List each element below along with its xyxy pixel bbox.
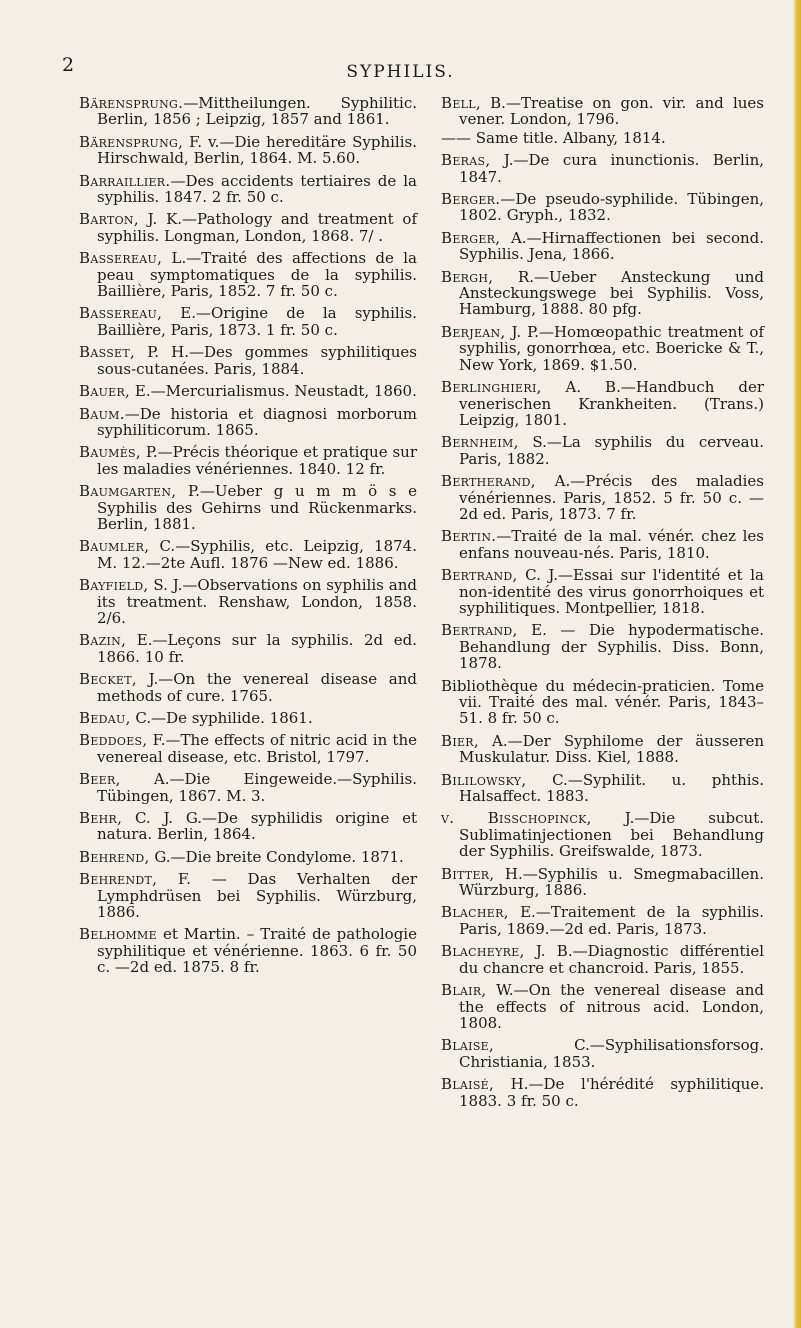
entry-author: Bassereau,	[79, 304, 163, 323]
bibliography-entry	[441, 95, 764, 128]
entry-text: A.—Die Eingeweide.—Syphilis. Tübingen, 1867. M. 3.	[97, 770, 417, 805]
bibliography-entry	[441, 1037, 764, 1070]
entry-author: Beer,	[79, 770, 121, 789]
running-header: SYPHILIS.	[346, 62, 455, 82]
entry-author: Blaise,	[441, 1036, 495, 1055]
entry-author: Berlinghieri,	[441, 378, 542, 397]
entry-text: F. — Das Verhalten der Lymphdrüsen bei Syphilis. Würzburg, 1886.	[97, 870, 417, 922]
entry-text: S.—La syphilis du cerveau. Paris, 1882.	[459, 433, 764, 468]
bibliography-entry	[441, 528, 764, 561]
entry-text: C.—Syphilisationsforsog. Christiania, 1853.	[459, 1036, 764, 1071]
entry-author: Bitter,	[441, 864, 495, 883]
entry-text: —Mittheilungen. Syphilitic. Berlin, 1856 ; Leipzig, 1857 and 1861.	[97, 94, 417, 129]
bibliography-entry	[79, 383, 417, 399]
bibliography-entry	[441, 434, 764, 467]
entry-author: Bassereau,	[79, 249, 163, 268]
entry-author: Bergh,	[441, 267, 494, 286]
entry-text: J. P.—Homœopathic treatment of syphilis, gonorrhœa, etc. Boericke & T., New York, 1869. $1.50.	[459, 322, 764, 374]
entry-author: Bernheim,	[441, 433, 519, 452]
bibliography-entry	[441, 772, 764, 805]
entry-author: Beddoes,	[79, 731, 148, 750]
entry-text: —— Same title. Albany, 1814.	[441, 128, 666, 147]
entry-author: Bell,	[441, 94, 481, 112]
entry-text: R.—Ueber Ansteckung und Ansteckungswege bei Syphilis. Voss, Hamburg, 1888. 80 pfg.	[459, 267, 764, 319]
bibliography-entry	[79, 732, 417, 765]
entry-author: Bauer,	[79, 382, 131, 401]
entry-text: P.—Précis théorique et pratique sur les maladies vénériennes. 1840. 12 fr.	[97, 443, 417, 478]
bibliography-entry	[79, 849, 417, 865]
entry-author: Bililowsky,	[441, 770, 527, 789]
bibliography-entry	[441, 1076, 764, 1109]
entry-author: Behrend,	[79, 847, 150, 866]
entry-author: Bayfield,	[79, 576, 149, 595]
entry-text: F.—The effects of nitric acid in the venereal disease, etc. Bristol, 1797.	[97, 731, 417, 766]
bibliography-entry	[79, 250, 417, 299]
right-column	[441, 95, 764, 1115]
entry-author: Becket,	[79, 670, 137, 689]
bibliography-entry	[79, 211, 417, 244]
entry-author: Berger.	[441, 190, 501, 209]
entry-author: Blair,	[441, 981, 487, 1000]
page-number: 2	[62, 54, 75, 76]
entry-author: Belhomme	[79, 925, 157, 944]
entry-text: C.—Syphilis, etc. Leipzig, 1874. M. 12.—2te Aufl. 1876 —New ed. 1886.	[97, 537, 417, 572]
entry-text: C.—Syphilit. u. phthis. Halsaffect. 1883.	[459, 770, 764, 806]
bibliography-entry	[79, 444, 417, 477]
entry-text: A.—Der Syphilome der äusseren Muskulatur. Diss. Kiel, 1888.	[459, 731, 764, 767]
entry-author: Bazin,	[79, 631, 127, 650]
bibliography-entry	[441, 982, 764, 1031]
bibliography-entry	[441, 733, 764, 766]
bibliography-entry	[79, 810, 417, 843]
bibliography-entry	[79, 871, 417, 920]
entry-author: Baumler,	[79, 537, 150, 556]
entry-author: Baumgarten,	[79, 482, 177, 501]
entry-text: J.—On the venereal disease and methods of cure. 1765.	[97, 670, 417, 705]
entry-author: Beras,	[441, 151, 491, 170]
page-edge-tab	[793, 0, 801, 1328]
bibliography-entry	[441, 191, 764, 224]
entry-text: —Des accidents tertiaires de la syphilis. 1847. 2 fr. 50 c.	[97, 171, 417, 207]
entry-text: H.—Syphilis u. Smegmabacillen. Würzburg, 1886.	[459, 864, 764, 900]
bibliography-entry	[441, 230, 764, 263]
bibliography-entry	[79, 406, 417, 439]
bibliography-entry	[441, 324, 764, 373]
entry-author: Berger,	[441, 228, 501, 247]
entry-author: Bertrand,	[441, 566, 518, 585]
bibliography-entry	[441, 130, 764, 146]
bibliography-entry	[441, 622, 764, 671]
entry-text: E.—Leçons sur la syphilis. 2d ed. 1866. 10 fr.	[97, 631, 417, 666]
entry-text: B.—Treatise on gon. vir. and lues vener. London, 1796.	[459, 94, 764, 129]
bibliography-entry	[79, 671, 417, 704]
entry-text: J.—Die subcut. Sublimatinjectionen bei Behandlung der Syphilis. Greifswalde, 1873.	[459, 809, 765, 861]
entry-text: A.—Hirnaffectionen bei second. Syphilis. Jena, 1866.	[459, 228, 764, 264]
entry-author: Blaisé,	[441, 1075, 495, 1094]
entry-text: E. — Die hypodermatische. Behandlung der Syphilis. Diss. Bonn, 1878.	[459, 621, 764, 673]
bibliography-entry	[441, 943, 764, 976]
bibliography-entry	[79, 538, 417, 571]
bibliography-entry	[79, 577, 417, 626]
entry-author: Behrendt,	[79, 870, 158, 889]
entry-text: C. J. G.—De syphilidis origine et natura. Berlin, 1864.	[97, 809, 417, 844]
bibliography-entry	[79, 926, 417, 975]
bibliography-entry	[441, 379, 764, 428]
left-column	[79, 95, 417, 982]
entry-text: —De pseudo-syphilide. Tübingen, 1802. Gryph., 1832.	[459, 190, 764, 225]
entry-author: Blacheyre,	[441, 942, 525, 961]
entry-author: Bier,	[441, 731, 479, 750]
entry-author: Bärensprung.	[79, 94, 184, 112]
entry-author: Bertherand,	[441, 472, 536, 491]
bibliography-entry	[79, 305, 417, 338]
entry-text: A.—Précis des maladies vénériennes. Paris, 1852. 5 fr. 50 c. —2d ed. Paris, 1873. 7 fr.	[459, 472, 764, 523]
bibliography-entry	[79, 710, 417, 726]
entry-text: J.—De cura inunctionis. Berlin, 1847.	[459, 151, 764, 186]
entry-text: J. B.—Diagnostic différentiel du chancre et chancroid. Paris, 1855.	[459, 942, 764, 977]
entry-text: A. B.—Handbuch der venerischen Krankheiten. (Trans.) Leipzig, 1801.	[459, 378, 764, 429]
entry-text: P.—Ueber g u m m ö s e Syphilis des Gehirns und Rückenmarks. Berlin, 1881.	[97, 482, 417, 533]
bibliography-entry	[441, 152, 764, 185]
bibliography-entry	[79, 483, 417, 532]
entry-author: v. Bisschopinck,	[441, 809, 592, 828]
bibliography-entry	[79, 344, 417, 377]
entry-text: F. v.—Die hereditäre Syphilis. Hirschwald, Berlin, 1864. M. 5.60.	[97, 132, 417, 168]
bibliography-entry	[441, 866, 764, 899]
entry-text: E.—Origine de la syphilis. Baillière, Paris, 1873. 1 fr. 50 c.	[97, 304, 417, 339]
entry-author: Bertin.	[441, 527, 497, 546]
entry-author: Behr,	[79, 809, 123, 828]
entry-author: Basset,	[79, 343, 136, 362]
entry-author: Bedau,	[79, 709, 131, 727]
entry-text: P. H.—Des gommes syphilitiques sous-cutanées. Paris, 1884.	[97, 343, 417, 378]
bibliography-entry	[79, 173, 417, 206]
entry-text: G.—Die breite Condylome. 1871.	[149, 847, 404, 866]
entry-author: Blacher,	[441, 903, 509, 922]
entry-author: Bertrand,	[441, 621, 518, 640]
entry-text: Bibliothèque du médecin-praticien. Tome vii. Traité des mal. vénér. Paris, 1843–51. 8 fr. 50 c.	[441, 676, 764, 728]
entry-text: L.—Traité des affections de la peau symptomatiques de la syphilis. Baillière, Paris, 1852. 7 fr. 50 c.	[97, 249, 417, 301]
entry-author: Baumès,	[79, 443, 141, 462]
entry-text: J. K.—Pathology and treatment of syphilis. Longman, London, 1868. 7/ .	[97, 210, 417, 245]
entry-text: H.—De l'hérédité syphilitique. 1883. 3 fr. 50 c.	[459, 1075, 764, 1110]
entry-text: C. J.—Essai sur l'identité et la non-identité des virus gonorrhoiques et syphilitiques. Montpellier, 1818.	[459, 566, 764, 617]
bibliography-entry	[79, 632, 417, 665]
entry-author: Baum.	[79, 404, 125, 423]
bibliography-entry	[79, 95, 417, 128]
bibliography-entry	[79, 134, 417, 167]
entry-text: E.—Traitement de la syphilis. Paris, 1869.—2d ed. Paris, 1873.	[459, 903, 764, 938]
entry-text: et Martin. – Traité de pathologie syphilitique et vénérienne. 1863. 6 fr. 50 c. —2d ed. 1875. 8 fr.	[97, 925, 417, 977]
entry-text: C.—De syphilide. 1861.	[130, 709, 313, 727]
entry-text: E.—Mercurialismus. Neustadt, 1860.	[130, 382, 417, 401]
entry-text: W.—On the venereal disease and the effects of nitrous acid. London, 1808.	[459, 981, 764, 1032]
entry-author: Barraillier.	[79, 171, 171, 190]
bibliography-entry	[441, 904, 764, 937]
entry-author: Berjean,	[441, 322, 506, 341]
bibliography-entry	[441, 678, 764, 727]
entry-text: —Traité de la mal. vénér. chez les enfans nouveau-nés. Paris, 1810.	[459, 527, 764, 562]
entry-author: Barton,	[79, 210, 139, 229]
entry-text: —De historia et diagnosi morborum syphiliticorum. 1865.	[97, 404, 417, 439]
bibliography-entry	[441, 810, 764, 859]
bibliography-entry	[79, 771, 417, 804]
entry-text: S. J.—Observations on syphilis and its treatment. Renshaw, London, 1858. 2/6.	[97, 576, 417, 627]
bibliography-entry	[441, 269, 764, 318]
bibliography-entry	[441, 567, 764, 616]
bibliography-entry	[441, 473, 764, 522]
entry-author: Bärensprung,	[79, 132, 184, 151]
